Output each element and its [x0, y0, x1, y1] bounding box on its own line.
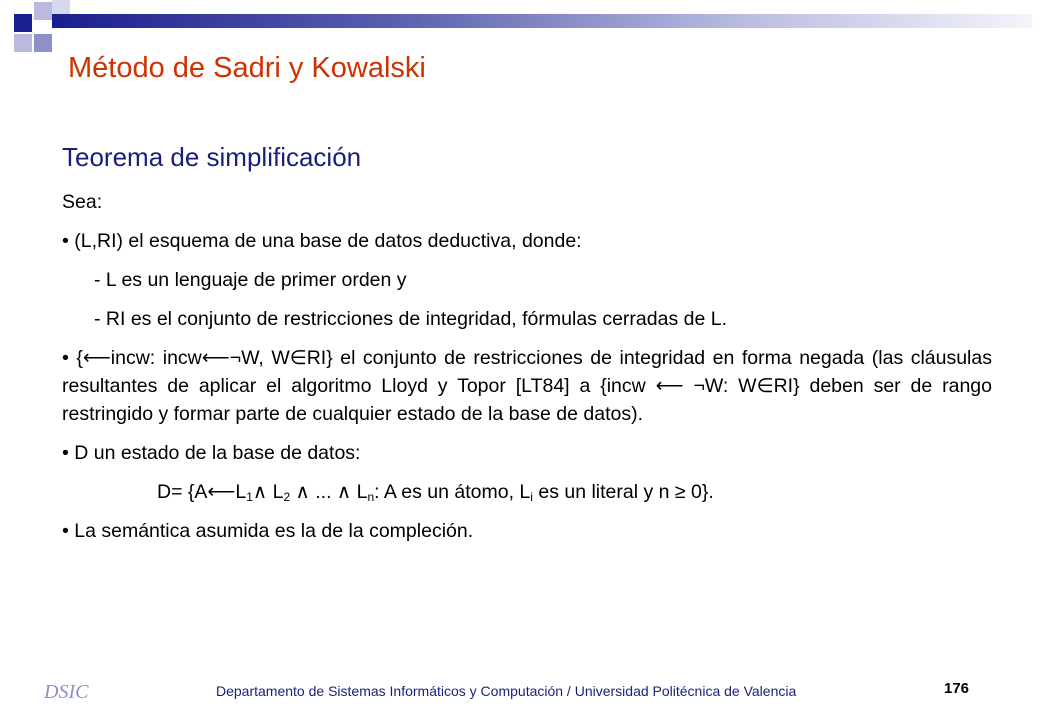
formula-subscript: 1: [246, 490, 253, 504]
slide-title: Método de Sadri y Kowalski: [68, 52, 426, 84]
logo-text: DSIC: [44, 681, 89, 703]
bullet-database-state: • D un estado de la base de datos:: [62, 442, 361, 464]
slide-subtitle: Teorema de simplificación: [62, 142, 362, 172]
header-bar: [52, 14, 1032, 28]
formula-part: : A es un átomo, L: [374, 481, 531, 503]
formula-subscript: n: [367, 490, 375, 504]
formula-part: es un literal y n ≥ 0}.: [532, 481, 714, 503]
state-formula: [62, 478, 992, 506]
sea-text: Sea:: [62, 191, 103, 213]
header-square-mid: [34, 34, 52, 52]
sub-item-constraints: - RI es el conjunto de restricciones de integridad, fórmulas cerradas de L.: [94, 308, 727, 330]
header-square-dark: [14, 14, 32, 32]
header-square-light: [34, 2, 52, 20]
dsic-logo: [42, 676, 112, 706]
header-square-light: [14, 34, 32, 52]
formula-part: ∧ L: [252, 481, 284, 503]
slide-content: [62, 140, 992, 556]
header-square-light: [52, 0, 70, 14]
formula-part: ∧ ... ∧ L: [290, 481, 368, 503]
page-number: 176: [944, 680, 970, 697]
formula-subscript: i: [530, 490, 533, 504]
bullet-negated-constraints: • {⟵incw: incw⟵¬W, W∈RI} el conjunto de restricciones de integridad en forma negada (las cláusulas resultantes de aplicar el algoritmo Lloyd y Topor [LT84] a {incw ⟵ ¬W: W∈RI} deben ser de rango restringido y formar parte de cualquier estado de la base de datos).: [62, 347, 992, 425]
footer-text: Departamento de Sistemas Informáticos y Computación / Universidad Politécnica de Valencia: [216, 683, 797, 699]
bullet-schema: • (L,RI) el esquema de una base de datos deductiva, donde:: [62, 230, 582, 252]
formula-part: D= {A⟵L: [157, 481, 247, 503]
sub-item-language: - L es un lenguaje de primer orden y: [94, 269, 407, 291]
bullet-semantics: • La semántica asumida es la de la compleción.: [62, 520, 474, 542]
formula-subscript: 2: [283, 490, 291, 504]
